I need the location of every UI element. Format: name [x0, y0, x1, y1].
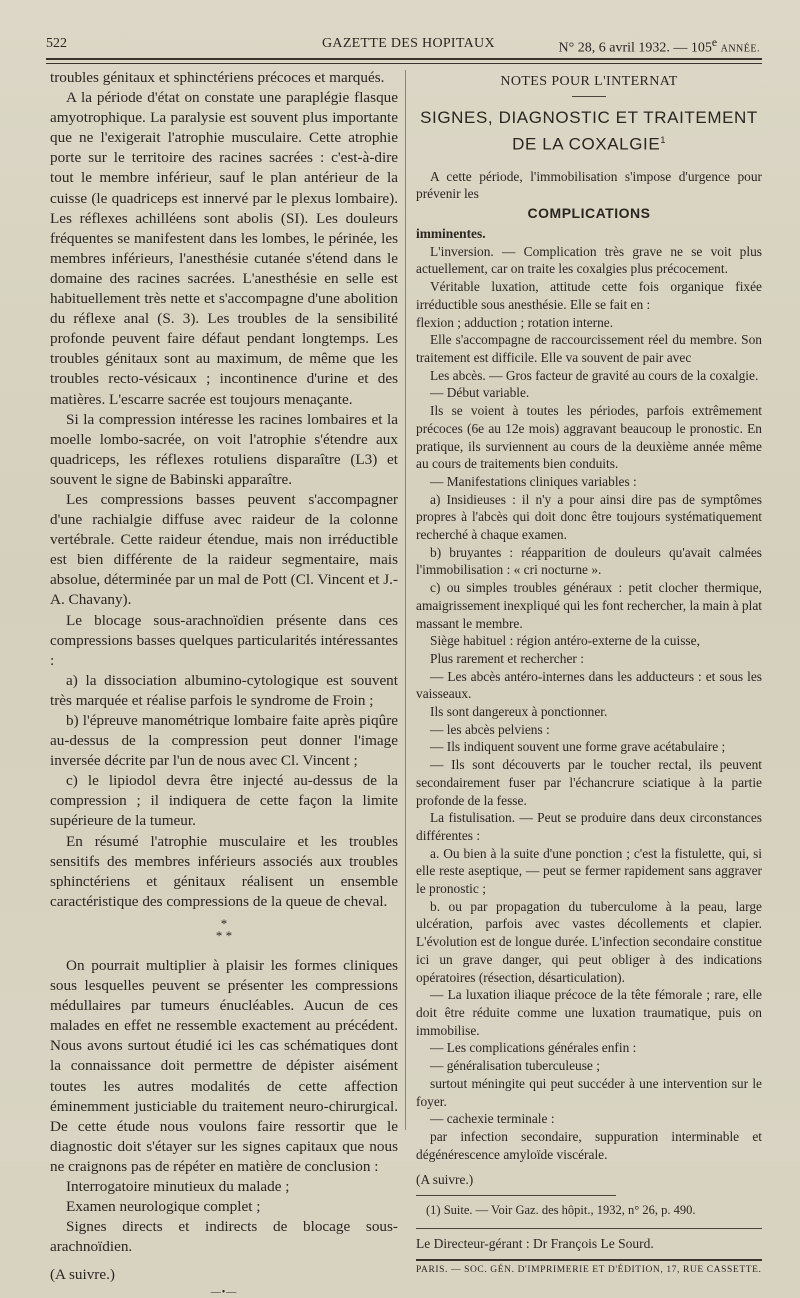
right-paragraph: L'inversion. — Complication très grave ne se voit plus actuellement, car on traite les coxalgies plus précocement.	[416, 243, 762, 277]
right-paragraph: Ils se voient à toutes les périodes, parfois extrêmement précoces (6e au 12e mois) aggravant beaucoup le pronostic. En pratique, ils surviennent au cours de la deuxième année même au cours de traitements bien conduits.	[416, 403, 762, 472]
right-paragraph: — généralisation tuberculeuse ;	[430, 1058, 600, 1074]
right-paragraph: Plus rarement et rechercher :	[430, 650, 584, 666]
right-paragraph: — Ils sont découverts par le toucher rectal, ils peuvent secondairement fuser par l'échancrure sciatique à la partie profonde de la fesse.	[416, 757, 762, 808]
right-paragraph: b. ou par propagation du tuberculome à la peau, large ulcération, parfois avec vastes décollements et clapier. L'évolution est de longue durée. L'infection secondaire constitue ici un grave danger, qui peut obliger à des indications opératoires (résection, désarticulation).	[416, 898, 762, 985]
left-paragraph: A la période d'état on constate une paraplégie flasque amyotrophique. La paralysie est souvent plus importante que ne l'exigerait l'atrophie musculaire. Cette atrophie porte sur le territoire des racines sacrées : c'est-à-dire tout le membre inférieur, sauf le plan antérieur de la cuisse (le quadriceps est innervé par le plexus lombaire). Les réflexes achilléens sont abolis (SI). Les douleurs fréquentes se manifestent dans les lombes, le périnée, les membres inférieurs, l'anesthésie cutanée s'étend dans le domaine des racines sacrées. L'anesthésie en selle est habituellement très nette et s'accompagne d'une abolition du réflexe anal (S. 3). Les troubles de la sensibilité profonde peuvent faire défaut pendant longtemps. Les troubles génitaux sont au maximum, de même que les troubles recto-vésicaux ; incontinence d'urine et des matières. L'escarre sacrée est toujours menaçante.	[50, 89, 398, 408]
article-title	[416, 107, 762, 156]
intro-paragraph: A cette période, l'immobilisation s'impose d'urgence pour prévenir les	[416, 168, 762, 202]
left-paragraph: En résumé l'atrophie musculaire et les troubles sensitifs des membres inférieurs associés aux troubles sphinctériens et génitaux réalisent un ensemble caractéristique des compressions de la queue de cheval.	[50, 832, 398, 910]
footnote-marker: 1	[660, 135, 666, 145]
left-paragraph: Les compressions basses peuvent s'accompagner d'une rachialgie diffuse avec raideur de la colonne vertébrale. Cette raideur étendue, mais non irréductible est bien différente de la raideur segmentaire, mais absolue, déterminée par un mal de Pott (Cl. Vincent et J.-A. Chavany).	[50, 490, 398, 609]
title-line: SIGNES, DIAGNOSTIC ET TRAITEMENT	[420, 108, 758, 127]
right-paragraph: — les abcès pelviens :	[430, 721, 550, 737]
imminentes-label: imminentes.	[416, 226, 486, 242]
left-paragraph: a) la dissociation albumino-cytologique est souvent très marquée et réalise parfois le syndrome de Froin ;	[50, 671, 398, 709]
subsection-heading: COMPLICATIONS	[527, 205, 651, 222]
left-paragraph: Le blocage sous-arachnoïdien présente dans ces compressions basses quelques particularités intéressantes :	[50, 611, 398, 669]
right-paragraph: par infection secondaire, suppuration interminable et dégénérescence amyloïde viscérale.	[416, 1128, 762, 1162]
asterism-separator: * * *	[215, 915, 233, 943]
title-text: DE LA COXALGIE	[512, 134, 661, 154]
right-paragraph: c) ou simples troubles généraux : petit clocher thermique, amaigrissement inexpliqué qui les font rechercher, la main à plat massant le membre.	[416, 580, 763, 631]
left-column	[50, 68, 398, 1298]
section-heading: NOTES POUR L'INTERNAT	[500, 74, 678, 89]
left-paragraph: b) l'épreuve manométrique lombaire faite après piqûre au-dessus de la compression peut donner l'image inversée décrite par l'un de nous avec Cl. Vincent ;	[50, 712, 398, 770]
header-rule-thick	[46, 58, 762, 60]
left-list-item: Interrogatoire minutieux du malade ;	[66, 1177, 290, 1195]
director-line: Le Directeur-gérant : Dr François Le Sourd.	[416, 1236, 654, 1252]
right-paragraph: Véritable luxation, attitude cette fois organique fixée irréductible sous anesthésie. Elle se fait en :	[416, 279, 762, 312]
column-divider	[405, 70, 406, 1130]
year-suffix: e	[711, 36, 718, 49]
left-paragraph: c) le lipiodol devra être injecté au-dessus de la compression ; il indiquera de cette façon la limite supérieure de la tumeur.	[50, 772, 398, 830]
right-paragraph: Les abcès. — Gros facteur de gravité au cours de la coxalgie.	[430, 367, 759, 383]
year-label: ANNÉE.	[720, 43, 760, 55]
page-header	[46, 36, 760, 58]
to-be-continued: (A suivre.)	[50, 1266, 115, 1284]
right-paragraph: a) Insidieuses : il n'y a pour ainsi dire pas de symptômes propres à l'abcès qui doit donc être toujours systématiquement recherché à chaque examen.	[416, 491, 762, 543]
printer-rule	[416, 1259, 762, 1261]
right-paragraph: — Ils indiquent souvent une forme grave acétabulaire ;	[430, 739, 726, 755]
title-line	[416, 129, 762, 156]
left-list-item: Signes directs et indirects de blocage sous-arachnoïdien.	[50, 1218, 398, 1256]
to-be-continued: (A suivre.)	[416, 1172, 474, 1188]
right-column	[416, 70, 762, 1276]
issue-info	[559, 36, 760, 57]
right-paragraph: a. Ou bien à la suite d'une ponction ; c'est la fistulette, qui, si elle reste aseptique, — peut se fermer rapidement sans aggraver le pronostic ;	[416, 845, 762, 897]
left-paragraph: Si la compression intéresse les racines lombaires et la moelle lombo-sacrée, on voit l'atrophie s'étendre aux quadriceps, les réflexes rotuliens disparaître (L3) et souvent le signe de Babinski apparaître.	[50, 410, 398, 488]
year-number: 105	[690, 40, 712, 56]
right-paragraph: — Manifestations cliniques variables :	[430, 473, 637, 489]
right-paragraph: Siège habituel : région antéro-externe de la cuisse,	[430, 633, 700, 649]
left-list-item: Examen neurologique complet ;	[66, 1198, 261, 1216]
right-paragraph: — La luxation iliaque précoce de la tête fémorale ; rare, elle doit être réduite comme une luxation traumatique, puis on immobilise.	[416, 987, 762, 1038]
footnote: (1) Suite. — Voir Gaz. des hôpit., 1932, n° 26, p. 490.	[426, 1203, 696, 1218]
header-rule-thin	[46, 63, 762, 64]
right-paragraph: flexion ; adduction ; rotation interne.	[416, 314, 614, 330]
right-paragraph: b) bruyantes : réapparition de douleurs qu'avait calmées l'immobilisation : « cri nocturne ».	[416, 544, 762, 578]
section-rule	[572, 96, 606, 97]
page-number: 522	[46, 36, 67, 51]
right-paragraph: — cachexie terminale :	[430, 1111, 555, 1127]
director-rule	[416, 1228, 762, 1229]
journal-title: GAZETTE DES HOPITAUX	[322, 36, 495, 51]
left-paragraph: On pourrait multiplier à plaisir les formes cliniques sous lesquelles peuvent se présenter les compressions médullaires par tumeurs énucléables. Aucun de ces malades en effet ne ressemble exactement au précédent. Nous avons surtout étudié ici les cas schématiques dont la connaissance doit permettre de dépister aisément toutes les autres modalités de cette affection éminemment justiciable du traitement neuro-chirurgical. De cette étude nous voulons faire ressortir que le diagnostic doit s'étayer sur les signes capitaux que nous ne craignons pas de répéter en matière de conclusion :	[50, 956, 398, 1175]
right-paragraph: Elle s'accompagne de raccourcissement réel du membre. Son traitement est difficile. Elle va souvent de pair avec	[416, 332, 762, 365]
right-paragraph: surtout méningite qui peut succéder à une intervention sur le foyer.	[416, 1075, 762, 1109]
printer-line: PARIS. — SOC. GÉN. D'IMPRIMERIE ET D'ÉDITION, 17, RUE CASSETTE.	[416, 1264, 762, 1275]
right-paragraph: — Les complications générales enfin :	[430, 1040, 637, 1056]
left-paragraph: troubles génitaux et sphinctériens précoces et marqués.	[50, 69, 385, 86]
footnote-rule	[416, 1195, 616, 1196]
right-paragraph: — Les abcès antéro-internes dans les adducteurs : et sous les vaisseaux.	[416, 668, 762, 702]
right-paragraph: Ils sont dangereux à ponctionner.	[430, 704, 608, 720]
right-paragraph: La fistulisation. — Peut se produire dans deux circonstances différentes :	[416, 810, 762, 843]
right-paragraph: — Début variable.	[430, 385, 530, 401]
issue-date: N° 28, 6 avril 1932. —	[558, 40, 688, 56]
end-ornament: —•—	[210, 1287, 238, 1298]
